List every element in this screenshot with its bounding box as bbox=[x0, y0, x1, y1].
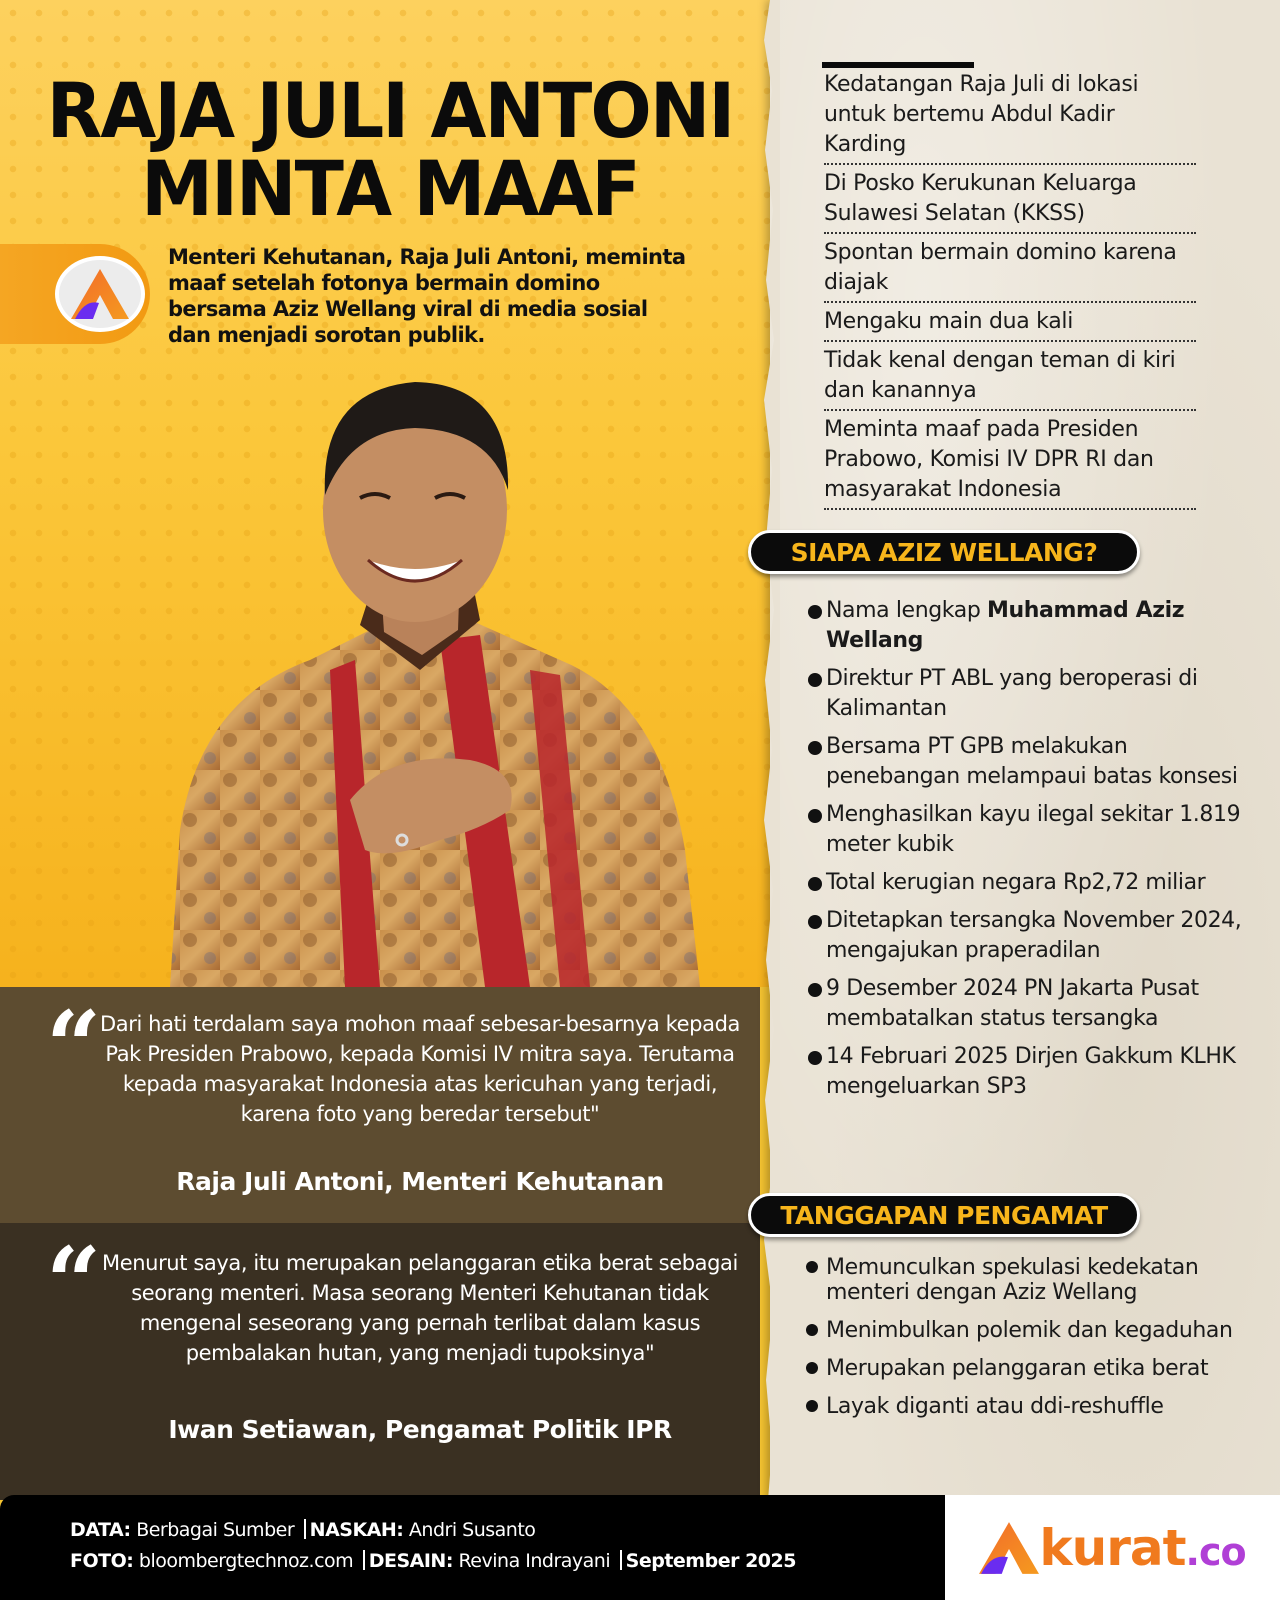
fact-item: Tidak kenal dengan teman di kiri dan kanannya bbox=[824, 346, 1196, 411]
desain-label: DESAIN: bbox=[368, 1550, 453, 1572]
data-value: Berbagai Sumber bbox=[130, 1519, 300, 1541]
bullet-icon bbox=[806, 1261, 818, 1273]
credits-line-2 bbox=[70, 1546, 796, 1577]
separator bbox=[620, 1550, 622, 1570]
bullet-icon bbox=[806, 1400, 818, 1412]
credits-footer bbox=[0, 1495, 945, 1600]
pengamat-bullet-list bbox=[806, 1255, 1246, 1432]
bullet-text: Direktur PT ABL yang beroperasi di Kalimantan bbox=[826, 666, 1198, 721]
bullet-text: Total kerugian negara Rp2,72 miliar bbox=[826, 870, 1206, 895]
brand-name: kurat bbox=[1039, 1518, 1186, 1577]
fact-item: Di Posko Kerukunan Keluarga Sulawesi Selatan (KKSS) bbox=[824, 169, 1196, 234]
separator bbox=[304, 1519, 306, 1539]
bullet-text: Menimbulkan polemik dan kegaduhan bbox=[826, 1318, 1233, 1343]
list-item bbox=[806, 732, 1246, 792]
quote-author: Raja Juli Antoni, Menteri Kehutanan bbox=[176, 1167, 664, 1196]
data-label: DATA: bbox=[70, 1519, 131, 1541]
aziz-bullet-list bbox=[806, 596, 1246, 1110]
divider-bar bbox=[822, 62, 974, 68]
hero-panel bbox=[0, 0, 780, 987]
bullet-bold-name: Muhammad Aziz Wellang bbox=[826, 598, 1185, 653]
quote-text: Menurut saya, itu merupakan pelanggaran etika berat sebagai seorang menteri. Masa seorang Menteri Kehutanan tidak mengenal seseorang yang pernah terlibat dalam kasus pembalakan hutan, yang menjadi tupoksinya" bbox=[102, 1251, 738, 1365]
bullet-icon bbox=[806, 1324, 818, 1336]
foto-value: bloombergtechnoz.com bbox=[133, 1550, 359, 1572]
page-title bbox=[20, 66, 761, 233]
bullet-text: Bersama PT GPB melakukan penebangan melampaui batas konsesi bbox=[826, 734, 1238, 789]
section-heading-pengamat: TANGGAPAN PENGAMAT bbox=[748, 1193, 1140, 1237]
bullet-text: 14 Februari 2025 Dirjen Gakkum KLHK mengeluarkan SP3 bbox=[826, 1044, 1236, 1099]
title-line-1: RAJA JULI ANTONI bbox=[46, 66, 734, 155]
bullet-text: Ditetapkan tersangka November 2024, mengajukan praperadilan bbox=[826, 908, 1242, 963]
brand-logo bbox=[945, 1495, 1280, 1600]
bullet-text: Merupakan pelanggaran etika berat bbox=[826, 1356, 1209, 1381]
bullet-icon bbox=[808, 915, 822, 929]
fact-item: Kedatangan Raja Juli di lokasi untuk bertemu Abdul Kadir Karding bbox=[824, 70, 1196, 165]
bullet-icon bbox=[808, 673, 822, 687]
bullet-icon bbox=[806, 1362, 818, 1374]
separator bbox=[363, 1550, 365, 1570]
bullet-icon bbox=[808, 1051, 822, 1065]
list-item bbox=[806, 1255, 1246, 1305]
akurat-a-logo-icon bbox=[979, 1522, 1039, 1574]
facts-panel bbox=[770, 0, 1280, 1500]
brand-wordmark bbox=[1039, 1518, 1246, 1577]
publish-date: September 2025 bbox=[625, 1550, 796, 1572]
quote-author: Iwan Setiawan, Pengamat Politik IPR bbox=[168, 1415, 672, 1444]
list-item bbox=[806, 664, 1246, 724]
bullet-text: Layak diganti atau ddi-reshuffle bbox=[826, 1394, 1164, 1419]
bullet-icon bbox=[808, 605, 822, 619]
torn-edge-decoration bbox=[760, 0, 780, 1500]
bullet-text: Memunculkan spekulasi kedekatan menteri dengan Aziz Wellang bbox=[826, 1255, 1199, 1305]
foto-label: FOTO: bbox=[70, 1550, 134, 1572]
naskah-value: Andri Susanto bbox=[403, 1519, 536, 1541]
list-item bbox=[806, 868, 1246, 898]
bullet-icon bbox=[808, 741, 822, 755]
credits-line-1 bbox=[70, 1515, 796, 1546]
quote-block-analyst bbox=[0, 1223, 760, 1500]
bullet-icon bbox=[808, 983, 822, 997]
quote-block-minister bbox=[0, 987, 760, 1223]
bullet-icon bbox=[808, 877, 822, 891]
list-item bbox=[806, 1042, 1246, 1102]
akurat-a-logo-icon bbox=[55, 256, 145, 332]
portrait-photo bbox=[140, 370, 710, 987]
title-line-2: MINTA MAAF bbox=[141, 144, 639, 233]
list-item bbox=[806, 906, 1246, 966]
list-item bbox=[806, 1394, 1246, 1419]
credits-text bbox=[70, 1515, 796, 1577]
list-item bbox=[806, 596, 1246, 656]
naskah-label: NASKAH: bbox=[309, 1519, 404, 1541]
quote-mark-icon: “ bbox=[46, 1226, 102, 1339]
list-item bbox=[806, 1356, 1246, 1381]
bullet-text: 9 Desember 2024 PN Jakarta Pusat membatalkan status tersangka bbox=[826, 976, 1199, 1031]
desain-value: Revina Indrayani bbox=[452, 1550, 616, 1572]
list-item bbox=[806, 974, 1246, 1034]
fact-item: Meminta maaf pada Presiden Prabowo, Komisi IV DPR RI dan masyarakat Indonesia bbox=[824, 415, 1196, 510]
section-heading-aziz: SIAPA AZIZ WELLANG? bbox=[748, 530, 1140, 574]
list-item bbox=[806, 1318, 1246, 1343]
fact-item: Spontan bermain domino karena diajak bbox=[824, 238, 1196, 303]
quote-text: Dari hati terdalam saya mohon maaf sebesar-besarnya kepada Pak Presiden Prabowo, kepada Komisi IV mitra saya. Terutama kepada masyarakat Indonesia atas kericuhan yang terjadi, karena foto yang beredar tersebut" bbox=[100, 1012, 740, 1126]
list-item bbox=[806, 800, 1246, 860]
brand-tld: .co bbox=[1185, 1529, 1246, 1574]
bullet-icon bbox=[808, 809, 822, 823]
quote-mark-icon: “ bbox=[46, 990, 102, 1103]
fact-item: Mengaku main dua kali bbox=[824, 307, 1196, 342]
lead-paragraph: Menteri Kehutanan, Raja Juli Antoni, meminta maaf setelah fotonya bermain domino bersama Aziz Wellang viral di media sosial dan menjadi sorotan publik. bbox=[168, 245, 686, 347]
facts-list bbox=[824, 70, 1196, 514]
bullet-text: Nama lengkap bbox=[826, 598, 987, 623]
bullet-text: Menghasilkan kayu ilegal sekitar 1.819 meter kubik bbox=[826, 802, 1241, 857]
